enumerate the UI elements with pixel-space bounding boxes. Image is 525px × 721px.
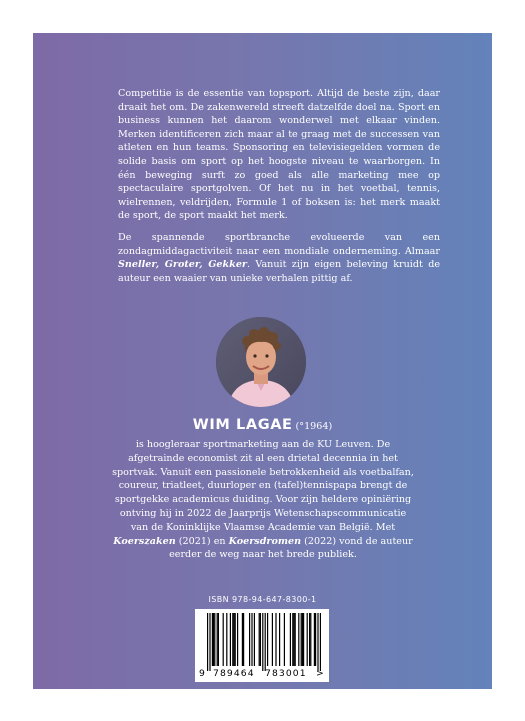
barcode-bar [295,613,296,666]
barcode-bar [309,613,310,666]
barcode-bar [235,613,236,666]
barcode-bar [230,613,231,666]
barcode-bar [279,613,280,666]
book-title-koersdromen: Koersdromen [228,535,302,547]
barcode-quiet-mark: > [316,668,324,679]
barcode-bar [265,613,266,671]
barcode-bar [290,613,291,666]
barcode-bar [302,613,303,666]
barcode-bar [226,613,227,666]
barcode-bar [209,613,210,671]
barcode-lead-digit: 9 [199,668,205,679]
barcode-bar [217,613,218,666]
barcode-bar [284,613,285,666]
book-title-koerszaken: Koerszaken [113,535,176,547]
barcode-bar [251,613,252,666]
barcode-bar [212,613,213,666]
barcode-bar [315,613,316,666]
author-photo [216,317,306,407]
author-name: WIM LAGAE [192,417,293,433]
barcode [195,609,329,682]
author-birth-year: (°1964) [295,421,333,432]
barcode-bar [307,613,308,666]
barcode-bar [213,613,214,666]
barcode-bar [275,613,276,666]
bio-text: is hoogleraar sportmarketing aan de KU Leuven. De afgetrainde economist zit al een drietal decennia in het sportvak. Vanuit een passionele betrokkenheid als voetbalfan, coureur, triatleet, duurloper en (tafel)tennispapa brengt de sportgekke academicus duiding. Voor zijn heldere opiniëring ontving hij in 2022 de Jaarprijs Wetenschapscommunicatie van de Koninklijke Vlaamse Academie van België. Met [112,439,414,533]
barcode-bar [260,613,261,666]
blurb-text: . Vanuit zijn eigen beleving kruidt de auteur een waaier van unieke verhalen pittig af. [118,259,441,284]
barcode-bar [314,613,315,666]
barcode-bar [207,613,208,671]
author-heading [33,414,492,433]
barcode-bar [272,613,273,666]
book-title-emphasis: Sneller, Groter, Gekker [118,259,247,271]
author-bio [110,438,416,562]
barcode-bar [249,613,250,666]
barcode-bar [320,613,321,671]
barcode-bar [243,613,244,666]
barcode-bar [218,613,219,666]
barcode-bar [242,613,243,666]
barcode-bar [237,613,238,666]
blurb-text: De spannende sportbranche evolueerde van een zondagmiddagactiviteit naar een mondiale onderneming. Almaar [118,232,440,257]
barcode-bar [292,613,293,666]
author-portrait-image [216,317,306,407]
barcode-bar [214,613,215,666]
barcode-bar [259,613,260,666]
barcode-bar [303,613,304,666]
barcode-bar [298,613,299,666]
barcode-bar [254,613,255,666]
barcode-bar [317,613,318,671]
blurb-paragraph-1: Competitie is de essentie van topsport. Altijd de beste zijn, daar draait het om. De zakenwereld streeft datzelfde doel na. Sport en business kunnen het daarom wonderwel met elkaar vinden. Merken identificeren zich maar al te graag met de successen van atleten en hun teams. Sponsoring en televisiegelden vormen de solide basis om sport op het hoogste niveau te waarborgen. In één beweging surft zo goed als alle marketing mee op spectaculaire sportgolven. Of het nu in het voetbal, tennis, wielrennen, veldrijden, Formule 1 of boksen is: het merk maakt de sport, de sport maakt het merk. [118,88,440,222]
blurb-paragraph-2 [118,231,440,285]
barcode-bar [301,613,302,666]
barcode-bar [262,613,263,671]
barcode-bar [233,613,234,666]
barcode-bar [232,613,233,666]
back-cover [33,33,492,689]
bio-text: (2022) vond de auteur eerder de weg naar het brede publiek. [169,535,413,561]
barcode-bar [310,613,311,666]
isbn-label: ISBN 978-94-647-8300-1 [208,595,317,604]
barcode-right-group: 783001 [265,668,307,679]
barcode-bar [223,613,224,666]
barcode-bar [267,613,268,666]
barcode-left-group: 789464 [213,668,255,679]
barcode-digits [195,668,329,681]
bio-text: (2021) en [175,535,229,547]
barcode-bar [293,613,294,666]
